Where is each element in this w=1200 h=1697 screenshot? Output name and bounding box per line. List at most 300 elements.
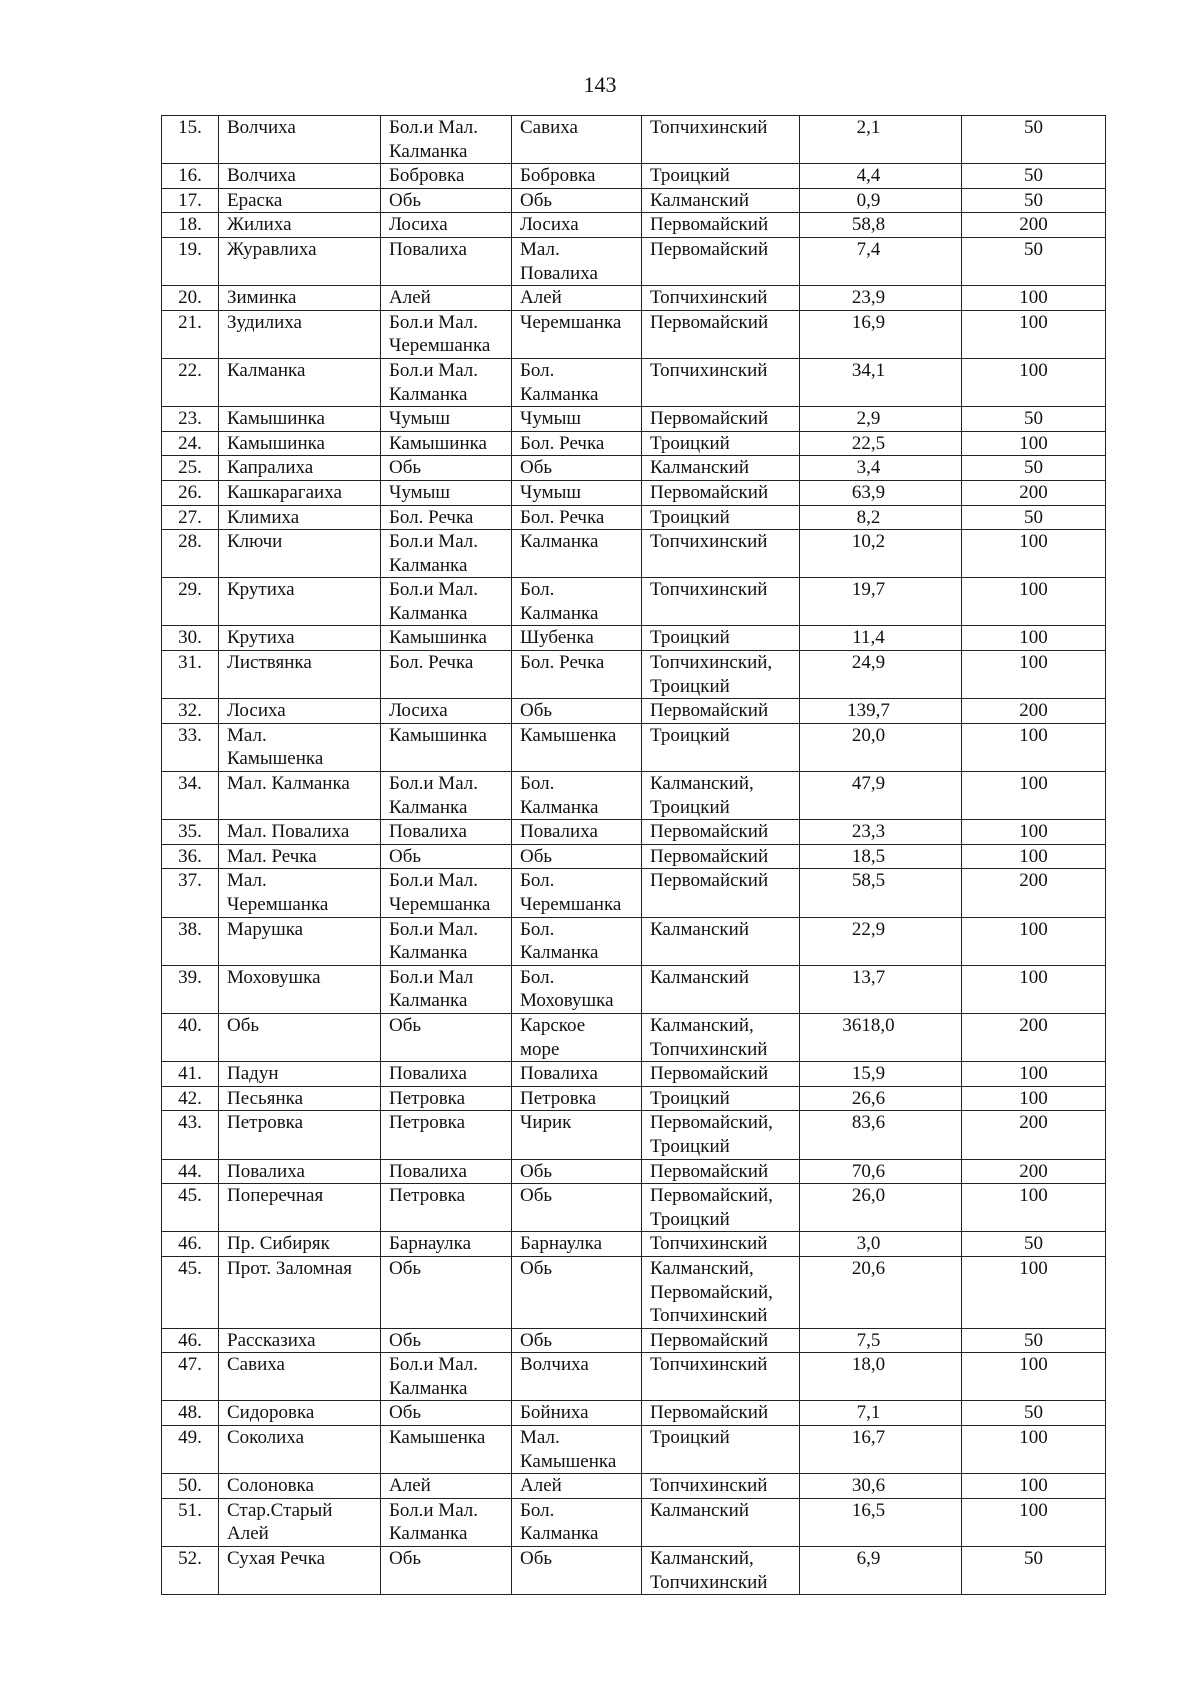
- length-cell: 0,9: [800, 188, 962, 213]
- row-number-cell: 16.: [162, 164, 219, 189]
- district-cell: Калманский: [642, 1498, 800, 1546]
- table-row: [162, 699, 1106, 724]
- river-name-cell: Мал. Камышенка: [219, 723, 381, 771]
- table-row: [162, 1086, 1106, 1111]
- table-row: [162, 820, 1106, 845]
- length-cell: 24,9: [800, 651, 962, 699]
- length-cell: 20,0: [800, 723, 962, 771]
- length-cell: 7,5: [800, 1328, 962, 1353]
- mouth-cell: Петровка: [512, 1086, 642, 1111]
- basin-cell: Камышенка: [381, 1426, 512, 1474]
- table-row: [162, 1401, 1106, 1426]
- district-cell: Калманский, Топчихинский: [642, 1013, 800, 1061]
- district-cell: Топчихинский: [642, 1474, 800, 1499]
- table-row: [162, 237, 1106, 285]
- mouth-cell: Волчиха: [512, 1353, 642, 1401]
- water-protection-zone-cell: 100: [962, 965, 1106, 1013]
- district-cell: Калманский: [642, 188, 800, 213]
- basin-cell: Обь: [381, 844, 512, 869]
- length-cell: 3618,0: [800, 1013, 962, 1061]
- table-row: [162, 286, 1106, 311]
- river-name-cell: Мал. Повалиха: [219, 820, 381, 845]
- mouth-cell: Бол. Калманка: [512, 1498, 642, 1546]
- water-protection-zone-cell: 100: [962, 1498, 1106, 1546]
- length-cell: 58,8: [800, 213, 962, 238]
- table-row: [162, 651, 1106, 699]
- basin-cell: Алей: [381, 1474, 512, 1499]
- mouth-cell: Обь: [512, 456, 642, 481]
- district-cell: Первомайский: [642, 237, 800, 285]
- length-cell: 2,1: [800, 116, 962, 164]
- length-cell: 63,9: [800, 480, 962, 505]
- mouth-cell: Барнаулка: [512, 1232, 642, 1257]
- table-row: [162, 1328, 1106, 1353]
- river-name-cell: Зиминка: [219, 286, 381, 311]
- basin-cell: Бол.и Мал. Черемшанка: [381, 310, 512, 358]
- mouth-cell: Повалиха: [512, 1062, 642, 1087]
- river-name-cell: Камышинка: [219, 407, 381, 432]
- table-row: [162, 1062, 1106, 1087]
- mouth-cell: Обь: [512, 844, 642, 869]
- mouth-cell: Бол. Моховушка: [512, 965, 642, 1013]
- table-row: [162, 1232, 1106, 1257]
- river-name-cell: Падун: [219, 1062, 381, 1087]
- row-number-cell: 38.: [162, 917, 219, 965]
- district-cell: Первомайский, Троицкий: [642, 1184, 800, 1232]
- row-number-cell: 33.: [162, 723, 219, 771]
- mouth-cell: Бол. Калманка: [512, 917, 642, 965]
- water-protection-zone-cell: 50: [962, 1401, 1106, 1426]
- mouth-cell: Бол. Речка: [512, 505, 642, 530]
- mouth-cell: Лосиха: [512, 213, 642, 238]
- basin-cell: Бобровка: [381, 164, 512, 189]
- river-name-cell: Листвянка: [219, 651, 381, 699]
- length-cell: 10,2: [800, 530, 962, 578]
- length-cell: 23,9: [800, 286, 962, 311]
- mouth-cell: Обь: [512, 699, 642, 724]
- basin-cell: Повалиха: [381, 1062, 512, 1087]
- mouth-cell: Черемшанка: [512, 310, 642, 358]
- rivers-table: [161, 115, 1106, 1595]
- row-number-cell: 32.: [162, 699, 219, 724]
- row-number-cell: 41.: [162, 1062, 219, 1087]
- river-name-cell: Капралиха: [219, 456, 381, 481]
- table-row: [162, 1426, 1106, 1474]
- district-cell: Топчихинский: [642, 286, 800, 311]
- river-name-cell: Моховушка: [219, 965, 381, 1013]
- river-name-cell: Рассказиха: [219, 1328, 381, 1353]
- mouth-cell: Обь: [512, 1328, 642, 1353]
- mouth-cell: Савиха: [512, 116, 642, 164]
- row-number-cell: 44.: [162, 1159, 219, 1184]
- table-row: [162, 530, 1106, 578]
- water-protection-zone-cell: 100: [962, 1086, 1106, 1111]
- table-row: [162, 213, 1106, 238]
- water-protection-zone-cell: 200: [962, 213, 1106, 238]
- basin-cell: Барнаулка: [381, 1232, 512, 1257]
- row-number-cell: 26.: [162, 480, 219, 505]
- length-cell: 23,3: [800, 820, 962, 845]
- basin-cell: Петровка: [381, 1086, 512, 1111]
- water-protection-zone-cell: 100: [962, 530, 1106, 578]
- length-cell: 18,5: [800, 844, 962, 869]
- length-cell: 22,9: [800, 917, 962, 965]
- row-number-cell: 45.: [162, 1184, 219, 1232]
- river-name-cell: Соколиха: [219, 1426, 381, 1474]
- length-cell: 4,4: [800, 164, 962, 189]
- district-cell: Первомайский: [642, 1328, 800, 1353]
- table-row: [162, 1498, 1106, 1546]
- row-number-cell: 49.: [162, 1426, 219, 1474]
- district-cell: Калманский: [642, 456, 800, 481]
- river-name-cell: Лосиха: [219, 699, 381, 724]
- district-cell: Топчихинский: [642, 578, 800, 626]
- mouth-cell: Бол. Калманка: [512, 358, 642, 406]
- river-name-cell: Журавлиха: [219, 237, 381, 285]
- basin-cell: Лосиха: [381, 213, 512, 238]
- river-name-cell: Поперечная: [219, 1184, 381, 1232]
- row-number-cell: 20.: [162, 286, 219, 311]
- district-cell: Первомайский: [642, 820, 800, 845]
- length-cell: 16,7: [800, 1426, 962, 1474]
- basin-cell: Обь: [381, 1328, 512, 1353]
- water-protection-zone-cell: 100: [962, 626, 1106, 651]
- water-protection-zone-cell: 100: [962, 358, 1106, 406]
- row-number-cell: 42.: [162, 1086, 219, 1111]
- mouth-cell: Обь: [512, 188, 642, 213]
- district-cell: Калманский, Первомайский, Топчихинский: [642, 1256, 800, 1328]
- river-name-cell: Савиха: [219, 1353, 381, 1401]
- length-cell: 7,4: [800, 237, 962, 285]
- water-protection-zone-cell: 100: [962, 1353, 1106, 1401]
- basin-cell: Обь: [381, 1547, 512, 1595]
- basin-cell: Бол. Речка: [381, 651, 512, 699]
- length-cell: 15,9: [800, 1062, 962, 1087]
- row-number-cell: 15.: [162, 116, 219, 164]
- river-name-cell: Сухая Речка: [219, 1547, 381, 1595]
- length-cell: 26,6: [800, 1086, 962, 1111]
- water-protection-zone-cell: 100: [962, 1062, 1106, 1087]
- mouth-cell: Чирик: [512, 1111, 642, 1159]
- district-cell: Топчихинский: [642, 530, 800, 578]
- water-protection-zone-cell: 100: [962, 310, 1106, 358]
- basin-cell: Чумыш: [381, 480, 512, 505]
- table-row: [162, 116, 1106, 164]
- river-name-cell: Волчиха: [219, 116, 381, 164]
- district-cell: Троицкий: [642, 723, 800, 771]
- row-number-cell: 36.: [162, 844, 219, 869]
- river-name-cell: Ключи: [219, 530, 381, 578]
- basin-cell: Обь: [381, 1401, 512, 1426]
- length-cell: 47,9: [800, 772, 962, 820]
- water-protection-zone-cell: 200: [962, 699, 1106, 724]
- mouth-cell: Обь: [512, 1256, 642, 1328]
- table-row: [162, 1256, 1106, 1328]
- row-number-cell: 47.: [162, 1353, 219, 1401]
- water-protection-zone-cell: 100: [962, 917, 1106, 965]
- row-number-cell: 52.: [162, 1547, 219, 1595]
- basin-cell: Бол.и Мал. Калманка: [381, 530, 512, 578]
- water-protection-zone-cell: 200: [962, 1013, 1106, 1061]
- table-row: [162, 917, 1106, 965]
- basin-cell: Повалиха: [381, 820, 512, 845]
- district-cell: Топчихинский: [642, 1353, 800, 1401]
- mouth-cell: Бол. Калманка: [512, 578, 642, 626]
- length-cell: 19,7: [800, 578, 962, 626]
- length-cell: 16,9: [800, 310, 962, 358]
- water-protection-zone-cell: 100: [962, 820, 1106, 845]
- table-row: [162, 1159, 1106, 1184]
- row-number-cell: 37.: [162, 869, 219, 917]
- mouth-cell: Бол. Калманка: [512, 772, 642, 820]
- water-protection-zone-cell: 100: [962, 1426, 1106, 1474]
- row-number-cell: 24.: [162, 431, 219, 456]
- table-row: [162, 965, 1106, 1013]
- row-number-cell: 30.: [162, 626, 219, 651]
- basin-cell: Камышинка: [381, 431, 512, 456]
- row-number-cell: 46.: [162, 1328, 219, 1353]
- basin-cell: Обь: [381, 456, 512, 481]
- mouth-cell: Камышенка: [512, 723, 642, 771]
- length-cell: 16,5: [800, 1498, 962, 1546]
- length-cell: 26,0: [800, 1184, 962, 1232]
- row-number-cell: 31.: [162, 651, 219, 699]
- basin-cell: Бол.и Мал. Калманка: [381, 358, 512, 406]
- district-cell: Первомайский: [642, 1159, 800, 1184]
- water-protection-zone-cell: 100: [962, 723, 1106, 771]
- row-number-cell: 45.: [162, 1256, 219, 1328]
- river-name-cell: Пр. Сибиряк: [219, 1232, 381, 1257]
- length-cell: 30,6: [800, 1474, 962, 1499]
- mouth-cell: Алей: [512, 286, 642, 311]
- water-protection-zone-cell: 100: [962, 578, 1106, 626]
- table-row: [162, 1184, 1106, 1232]
- mouth-cell: Бол. Речка: [512, 651, 642, 699]
- table-row: [162, 1353, 1106, 1401]
- river-name-cell: Прот. Заломная: [219, 1256, 381, 1328]
- river-name-cell: Обь: [219, 1013, 381, 1061]
- district-cell: Калманский, Троицкий: [642, 772, 800, 820]
- basin-cell: Бол.и Мал. Калманка: [381, 772, 512, 820]
- mouth-cell: Мал. Повалиха: [512, 237, 642, 285]
- row-number-cell: 35.: [162, 820, 219, 845]
- table-row: [162, 578, 1106, 626]
- basin-cell: Бол.и Мал. Калманка: [381, 1498, 512, 1546]
- district-cell: Первомайский: [642, 407, 800, 432]
- river-name-cell: Мал. Речка: [219, 844, 381, 869]
- length-cell: 6,9: [800, 1547, 962, 1595]
- water-protection-zone-cell: 200: [962, 1159, 1106, 1184]
- basin-cell: Обь: [381, 188, 512, 213]
- mouth-cell: Мал. Камышенка: [512, 1426, 642, 1474]
- river-name-cell: Кашкарагаиха: [219, 480, 381, 505]
- district-cell: Троицкий: [642, 1086, 800, 1111]
- length-cell: 13,7: [800, 965, 962, 1013]
- district-cell: Троицкий: [642, 505, 800, 530]
- mouth-cell: Чумыш: [512, 407, 642, 432]
- page-number: 143: [583, 72, 617, 97]
- water-protection-zone-cell: 50: [962, 505, 1106, 530]
- row-number-cell: 43.: [162, 1111, 219, 1159]
- basin-cell: Обь: [381, 1013, 512, 1061]
- table-row: [162, 869, 1106, 917]
- river-name-cell: Крутиха: [219, 626, 381, 651]
- row-number-cell: 40.: [162, 1013, 219, 1061]
- row-number-cell: 25.: [162, 456, 219, 481]
- river-name-cell: Волчиха: [219, 164, 381, 189]
- row-number-cell: 51.: [162, 1498, 219, 1546]
- river-name-cell: Крутиха: [219, 578, 381, 626]
- river-name-cell: Солоновка: [219, 1474, 381, 1499]
- length-cell: 18,0: [800, 1353, 962, 1401]
- district-cell: Первомайский: [642, 1062, 800, 1087]
- length-cell: 8,2: [800, 505, 962, 530]
- row-number-cell: 29.: [162, 578, 219, 626]
- basin-cell: Бол.и Мал. Калманка: [381, 917, 512, 965]
- water-protection-zone-cell: 50: [962, 164, 1106, 189]
- district-cell: Первомайский: [642, 869, 800, 917]
- basin-cell: Камышинка: [381, 723, 512, 771]
- row-number-cell: 22.: [162, 358, 219, 406]
- length-cell: 2,9: [800, 407, 962, 432]
- mouth-cell: Бол. Черемшанка: [512, 869, 642, 917]
- district-cell: Троицкий: [642, 164, 800, 189]
- table-row: [162, 358, 1106, 406]
- length-cell: 11,4: [800, 626, 962, 651]
- district-cell: Троицкий: [642, 1426, 800, 1474]
- water-protection-zone-cell: 100: [962, 772, 1106, 820]
- district-cell: Троицкий: [642, 431, 800, 456]
- table-row: [162, 1111, 1106, 1159]
- district-cell: Первомайский: [642, 844, 800, 869]
- river-name-cell: Стар.Старый Алей: [219, 1498, 381, 1546]
- table-row: [162, 1547, 1106, 1595]
- length-cell: 7,1: [800, 1401, 962, 1426]
- row-number-cell: 27.: [162, 505, 219, 530]
- district-cell: Топчихинский: [642, 358, 800, 406]
- mouth-cell: Чумыш: [512, 480, 642, 505]
- table-row: [162, 431, 1106, 456]
- river-name-cell: Камышинка: [219, 431, 381, 456]
- row-number-cell: 46.: [162, 1232, 219, 1257]
- mouth-cell: Обь: [512, 1547, 642, 1595]
- river-name-cell: Мал. Калманка: [219, 772, 381, 820]
- row-number-cell: 28.: [162, 530, 219, 578]
- water-protection-zone-cell: 50: [962, 1328, 1106, 1353]
- row-number-cell: 23.: [162, 407, 219, 432]
- district-cell: Первомайский, Троицкий: [642, 1111, 800, 1159]
- length-cell: 22,5: [800, 431, 962, 456]
- length-cell: 70,6: [800, 1159, 962, 1184]
- river-name-cell: Петровка: [219, 1111, 381, 1159]
- water-protection-zone-cell: 100: [962, 1474, 1106, 1499]
- water-protection-zone-cell: 200: [962, 869, 1106, 917]
- district-cell: Первомайский: [642, 213, 800, 238]
- district-cell: Топчихинский: [642, 116, 800, 164]
- water-protection-zone-cell: 100: [962, 431, 1106, 456]
- river-name-cell: Мал. Черемшанка: [219, 869, 381, 917]
- mouth-cell: Бобровка: [512, 164, 642, 189]
- water-protection-zone-cell: 100: [962, 286, 1106, 311]
- river-name-cell: Жилиха: [219, 213, 381, 238]
- water-protection-zone-cell: 50: [962, 237, 1106, 285]
- mouth-cell: Бойниха: [512, 1401, 642, 1426]
- river-name-cell: Зудилиха: [219, 310, 381, 358]
- district-cell: Топчихинский, Троицкий: [642, 651, 800, 699]
- table-row: [162, 188, 1106, 213]
- basin-cell: Бол.и Мал Калманка: [381, 965, 512, 1013]
- water-protection-zone-cell: 50: [962, 1232, 1106, 1257]
- row-number-cell: 50.: [162, 1474, 219, 1499]
- table-row: [162, 164, 1106, 189]
- river-name-cell: Климиха: [219, 505, 381, 530]
- row-number-cell: 34.: [162, 772, 219, 820]
- table-row: [162, 844, 1106, 869]
- district-cell: Первомайский: [642, 480, 800, 505]
- district-cell: Топчихинский: [642, 1232, 800, 1257]
- table-row: [162, 407, 1106, 432]
- length-cell: 3,4: [800, 456, 962, 481]
- length-cell: 3,0: [800, 1232, 962, 1257]
- mouth-cell: Обь: [512, 1184, 642, 1232]
- table-row: [162, 626, 1106, 651]
- district-cell: Калманский: [642, 917, 800, 965]
- basin-cell: Бол.и Мал. Калманка: [381, 1353, 512, 1401]
- water-protection-zone-cell: 50: [962, 407, 1106, 432]
- row-number-cell: 19.: [162, 237, 219, 285]
- basin-cell: Чумыш: [381, 407, 512, 432]
- basin-cell: Петровка: [381, 1184, 512, 1232]
- table-row: [162, 505, 1106, 530]
- water-protection-zone-cell: 200: [962, 1111, 1106, 1159]
- basin-cell: Петровка: [381, 1111, 512, 1159]
- basin-cell: Бол. Речка: [381, 505, 512, 530]
- district-cell: Первомайский: [642, 1401, 800, 1426]
- basin-cell: Бол.и Мал. Черемшанка: [381, 869, 512, 917]
- river-name-cell: Ераска: [219, 188, 381, 213]
- table-row: [162, 480, 1106, 505]
- mouth-cell: Калманка: [512, 530, 642, 578]
- mouth-cell: Обь: [512, 1159, 642, 1184]
- basin-cell: Бол.и Мал. Калманка: [381, 116, 512, 164]
- table-row: [162, 1474, 1106, 1499]
- water-protection-zone-cell: 100: [962, 651, 1106, 699]
- rivers-table-body: [162, 116, 1106, 1595]
- river-name-cell: Песьянка: [219, 1086, 381, 1111]
- mouth-cell: Бол. Речка: [512, 431, 642, 456]
- length-cell: 34,1: [800, 358, 962, 406]
- basin-cell: Бол.и Мал. Калманка: [381, 578, 512, 626]
- mouth-cell: Шубенка: [512, 626, 642, 651]
- basin-cell: Лосиха: [381, 699, 512, 724]
- mouth-cell: Повалиха: [512, 820, 642, 845]
- basin-cell: Повалиха: [381, 1159, 512, 1184]
- river-name-cell: Повалиха: [219, 1159, 381, 1184]
- water-protection-zone-cell: 100: [962, 844, 1106, 869]
- water-protection-zone-cell: 50: [962, 188, 1106, 213]
- district-cell: Калманский, Топчихинский: [642, 1547, 800, 1595]
- basin-cell: Обь: [381, 1256, 512, 1328]
- basin-cell: Алей: [381, 286, 512, 311]
- table-row: [162, 310, 1106, 358]
- water-protection-zone-cell: 100: [962, 1184, 1106, 1232]
- water-protection-zone-cell: 50: [962, 116, 1106, 164]
- table-row: [162, 456, 1106, 481]
- river-name-cell: Марушка: [219, 917, 381, 965]
- length-cell: 58,5: [800, 869, 962, 917]
- mouth-cell: Карское море: [512, 1013, 642, 1061]
- table-row: [162, 723, 1106, 771]
